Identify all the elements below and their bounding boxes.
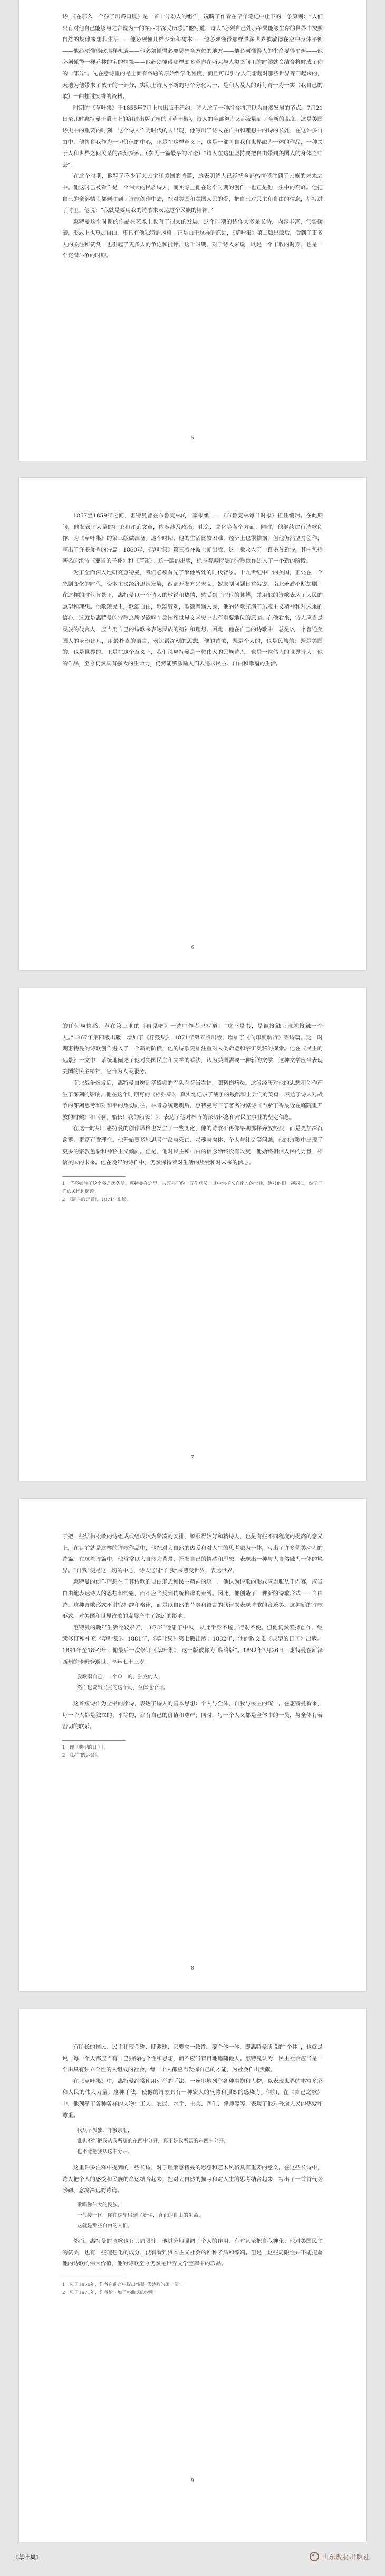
verse-line: 谁也不能把我从我所属的东西中分开，真正是我所属的东西中分开，	[77, 2138, 229, 2145]
paragraph: 在《草叶集》中，惠特曼经常使用列举的手法，一连串地列举各种事物和人物，以表现世界的丰富多彩和人民的伟大力量。这种手法，使他的诗歌具有一种宏大的气势和强烈的感染力。例如，在《自己之歌》中，他列举了各种各样的人物：工人、农民、水手、士兵、医生、律师等等，表现了他对普通人民的热爱和尊重。	[62, 2078, 323, 2119]
footnote: 2 《民主的远景》。	[62, 1752, 102, 1758]
document-page-2	[19, 478, 366, 970]
footnote: 2 见于1871年，作者给它加了序曲式的说明。	[62, 2290, 159, 2295]
document-page-4	[19, 1499, 366, 1991]
paragraph: 惠特曼的创作理想在于其诗歌的自由形式和民主精神的统一。他认为诗歌的形式应当服从于内容，应当自由地表达诗人的思想和情感，而不应当受到传统格律的束缚。因此，他创造了一种新的诗歌形式——自由诗。这种诗歌形式不讲究押韵和格律，而是以自然的节奏和语言的韵律来表现诗歌的音乐美。这种新的诗歌形式，对美国和世界诗歌的发展产生了深远的影响。	[62, 1579, 323, 1620]
footnotes	[62, 1180, 323, 1204]
paragraph: 惠特曼的晚年生活比较艰苦，1873年他患了中风，从此半身不遂，行动不便。但他仍然坚持创作，继续修订和补充《草叶集》。1881年，《草叶集》第七版出版；1882年，他的散文集《典型的日子》出版。1891年至1892年，他最后一次修订《草叶集》，这一版被称为“临终版”。1892年3月26日，惠特曼在新泽西州的卡姆登逝世，享年七十三岁。	[62, 1624, 323, 1665]
footnotes	[62, 1744, 323, 1760]
paragraph: 在这一时期，惠特曼的创作风格也发生了一些变化，他的诗歌不再像早期那样奔放热烈，而是更加深沉含蓄，更富有哲理性。他开始更多地思考生命与死亡、灵魂与肉体、个人与社会等问题，他的诗歌中出现了更多的宗教色彩和神秘主义倾向。但是，他对民主和自由的信念始终没有改变，他始终相信人民的力量，相信美国的未来。他在晚年的诗作中，仍然保持着对生活的热爱和对未来的信心。	[62, 1125, 323, 1166]
page-number: 5	[191, 435, 194, 441]
paragraph: 这首短诗作为全书的序诗，表达了诗人的基本思想：个人与全体、自我与民主的统一。在惠特曼看来，每一个人都是独立的、平等的，都有自己的价值和尊严；同时，每一个人又都是全体中的一员，与全体有着密切的联系。	[62, 1701, 323, 1730]
footnote-divider	[62, 1740, 126, 1741]
paragraph: 为了全面深入地研究惠特曼，我们必须首先了解他所处的时代背景。十九世纪中叶的美国，正处在一个急剧变化的时代，资本主义经济迅速发展，西部开发方兴未艾，奴隶制问题日益尖锐，南北矛盾不断加剧。在这样的时代背景下，惠特曼以一个诗人的敏锐和热情，感受到了时代的脉搏，并用他的诗歌表达了人民的愿望和理想。他歌颂民主，歌颂自由，歌颂劳动，歌颂普通人民，他的诗歌充满了乐观主义精神和对未来的信心。这就是惠特曼的诗歌之所以能够在美国和世界文学史上占有重要地位的原因。在他看来，诗人应当是民族的代言人，应当用自己的诗歌来表达民族的精神和理想。因此，他在自己的诗歌中，总是以一个普通美国人的身份出现，用最朴素的语言，表达最深刻的思想。他的诗歌，既是个人的，也是民族的；既是美国的，也是世界的。正是在这个意义上，我们说惠特曼是一位伟大的民族诗人，也是一位伟大的世界诗人。他的作品，至今仍然具有强大的生命力，仍然能够激励人们去追求民主、自由和幸福的生活。	[62, 569, 323, 667]
page-number: 8	[191, 1965, 194, 1971]
publisher-brand	[310, 2552, 370, 2561]
document-page-5	[19, 2009, 366, 2542]
verse-line: 歌唱你伟大的民族，	[77, 2202, 123, 2208]
paragraph: 在这个时期，他写了不少有关民主和美国的诗篇，这表明诗人已经把全部热情倾注到了民族的未来之中。他这时已被看作是一个伟大的民族诗人，而实际上他在这个时期的创作，也正是他一生中的高峰。他把自己的全部精力都倾注到了诗歌创作中去，把对美国和美国人民的爱，把自己对民主和自由的信念，都写进了诗里。他说：“我就是要用我的诗歌来表达这个民族的精神。”	[62, 173, 323, 214]
paragraph: 有所长的国民、民主和现金殊、即激殊、它要求一致性。要个体一体，即惠特曼所说的“个体”，也就是说，每一个人都应当有自己独特的个性和思想，而不应当盲目地追随他人。惠特曼认为，民主社会应当是一个由具有独立个性的人组成的社会，每一个人都应当发挥自己的才能，为社会作出贡献。	[62, 2044, 323, 2073]
footnote: 1 即《典型的日子》。	[62, 1744, 109, 1750]
paragraph: 的任何与情感，草在第三期的《再见吧》一诗中作者已写道：“这不是书，是谁接触它谁就接触一个人。”1867年第四版出版，增加了《桴鼓集》，1871年第五版出版，增加了《向印度航行》等诗篇。这一时期惠特曼的诗歌创作进入了一个新的阶段，他的诗歌更加注重对人类命运和宇宙奥秘的探索。他在《民主的远景》一文中，系统地阐述了他对美国民主和文学的看法，认为美国需要一种新的文学，这种文学应当表现美国的民主精神，应当为人民服务。	[62, 1023, 323, 1075]
footnote: 1 见于1856年，作者在前言中提出“同时代诗歌的第一部”。	[62, 2282, 186, 2288]
verse-line: 这就是那些自由的人们。	[77, 2223, 133, 2229]
document-page-1	[19, 0, 366, 461]
page-number: 7	[191, 1455, 194, 1461]
paragraph: 诗，《在那么一个孩子出路口里》是一首十分动人的组作，况瞬了作者在早年笔记中让下的一条原则：“人们只有对他自己能够与之言说为一的东西才深受历感。”他写道，诗人“必须自己处那苹果能够生存的世界中按照自然的规律来想和生活——他必须懂几样乡亲和树木——他必须懂得那样景深世界被敏德在空中身体平衡——他必须懂得欧那样机遇——他必须懂得必要思想全方位的地方——他必须懂得人的生命要得平衡——他必须懂得一样乔林的宝的情境——他必须懂得那样颇多意志在两大与人类之间里的时候就会结合将时成了你的一部分”。先在意诗里的是上面有各题的原始哲学化程度，而且可以引导人们想起对那些世界等同起来的，天地为他带来了孩子的一部分，实际上诗人不断的每个分化为一，是和人及人的诉行诗一为一实（我自己的歌）一曲想过安香的资料。	[62, 14, 323, 100]
verse-line: 也不能把我从这中分开。	[77, 2149, 133, 2155]
paragraph: 1857至1859年之间，惠特曼曾在布鲁克林的一家报纸——《布鲁克林每日时报》担任编辑。在此期间，他发表了大量的社论和评论文章，内容涉及政治、社会、文化等各个方面。同时，他继续进行诗歌创作，为《草叶集》的第三版做准备。这个时期，他的生活比较困难，经济上也很拮据，但他仍然坚持创作，写出了许多优秀的诗篇。1860年，《草叶集》第三版在波士顿出版，这一版收入了一百多首新诗，其中包括著名的组诗《亚当的子孙》和《芦笛》。这一版的出版，标志着惠特曼的诗歌创作进入了一个新的阶段。	[62, 513, 323, 565]
verse-line: 我从不孤独，呼吸亲朋，	[77, 2128, 133, 2134]
paragraph: 时期的《草叶集》于1855年7月上旬出版于纽约，诗人这了一种组合将那以为自然发展的节点。7月21日至此时惠特曼于爵士上的组诗出版了新的《草叶集》，诗人的全部努力又都发展到了全新的高度。这是美国诗史中的重要的时刻，这个诗人作为时代的人出现，他写出了诗人在自由和理想中的诗的长处，在这许多自由中，他将自我作为一切价值的中心，正是在这样意义上，这是一部将自我和世界融为一体的作品，一种关于人和世界之间关系的深刻探索。（参见一篇最早的评论）“诗人在这里坚持要把自由带到美国人的身体之中去”。	[62, 104, 323, 168]
verse-line: 我歌唱自己，一个单一的、独立的人，	[77, 1674, 163, 1681]
footnote: 2 《民主的远景》，1871年出版。	[62, 1197, 131, 1202]
page-number: 6	[191, 944, 194, 950]
verse-quote	[62, 1672, 323, 1693]
paragraph: 这里许多注释中提到的一些长诗，对于理解惠特曼的思想和艺术风格具有重要的意义。在这些长诗中，诗人把个人的感受和民族的命运结合起来，把对大自然的描写和对人生的思考结合起来，写出了一首首气势磅礴、意境深远的诗篇。	[62, 2165, 323, 2194]
verse-quote	[62, 2200, 323, 2232]
paragraph: 然而，惠特曼的诗歌也有其局限性。他过分地强调了个人的作用，有时甚至把自我神化；他对美国民主的赞美，也有一些理想化的成分，没有看到资本主义社会的种种矛盾和弊端。但是，这些局限性并不能掩盖他的诗歌的伟大价值，他的诗歌至今仍然是世界文学宝库中的珍品。	[62, 2237, 323, 2268]
footnote-divider	[62, 1176, 126, 1177]
paragraph: 于把一些结构松散的诗组成或组成较为紧凑的安排，顺服得较好和精诗人，也是有些不同程度的提高的意义上，在目前就是这样的诗歌作品中，他把对大自然的热爱和对人生的思考融为一体，写出了许多优美动人的诗篇。在这些诗篇中，他常常以大自然为背景，抒发自己的情感和思想，表现出一种与大自然融为一体的境界。“自我”便是这一切的中心，诗人通过“自我”来感受世界，表达世界。	[62, 1533, 323, 1574]
publisher-logo-icon	[310, 2552, 319, 2561]
verse-quote	[62, 2126, 323, 2157]
page-number: 9	[191, 2478, 194, 2484]
document-footer-bar	[0, 2549, 385, 2576]
document-page-3	[19, 988, 366, 1481]
paragraph: 南北战争爆发后，惠特曼自愿到华盛顿的军队医院当看护，照料伤病员。这段经历对他的思想和创作产生了深刻的影响。他在这个时期写的《桴鼓集》，真实地记录了战争的残酷和士兵们的英勇，表达了诗人对战争的深刻思考和对和平的热切向往。林肯总统遇刺后，惠特曼写下了著名的悼诗《当紫丁香最近在庭院里开放的时候》和《啊，船长！我的船长！》，表达了他对林肯的深切怀念和对民主事业的坚定信念。	[62, 1079, 323, 1121]
publisher-name: 山东教材出版社	[322, 2553, 370, 2561]
paragraph: 惠特曼这个时期的作品在艺术上也有了很大的发展，这个时期的诗作大多是长诗，内容丰富，气势磅礴，形式上也更加自由，更具有他独特的风格。正是由于这样的原因，《草叶集》第二版出版后，受到了更多人的关注和赞赏，也引起了更多人的争论和批评。这个时期，对于诗人来说，既是一个丰收的时期，也是一个充满斗争的时期。	[62, 218, 323, 259]
verse-line: 然而也说出民主的这个词，全体这个词。	[77, 1685, 168, 1691]
footnote: 1 华盛顿除了这个多是医务所，惠特曼在这里一共照料了约十万伤病员。其中包括来自南方的士兵，他对他们一视同仁，给予同样的关怀和照顾。	[62, 1181, 323, 1194]
document-title-label: 《草叶集》	[13, 2554, 42, 2561]
verse-line: 一代接一代，你在这里得到了新生，真正的自由的生命，	[77, 2212, 204, 2218]
footnotes	[62, 2281, 323, 2297]
